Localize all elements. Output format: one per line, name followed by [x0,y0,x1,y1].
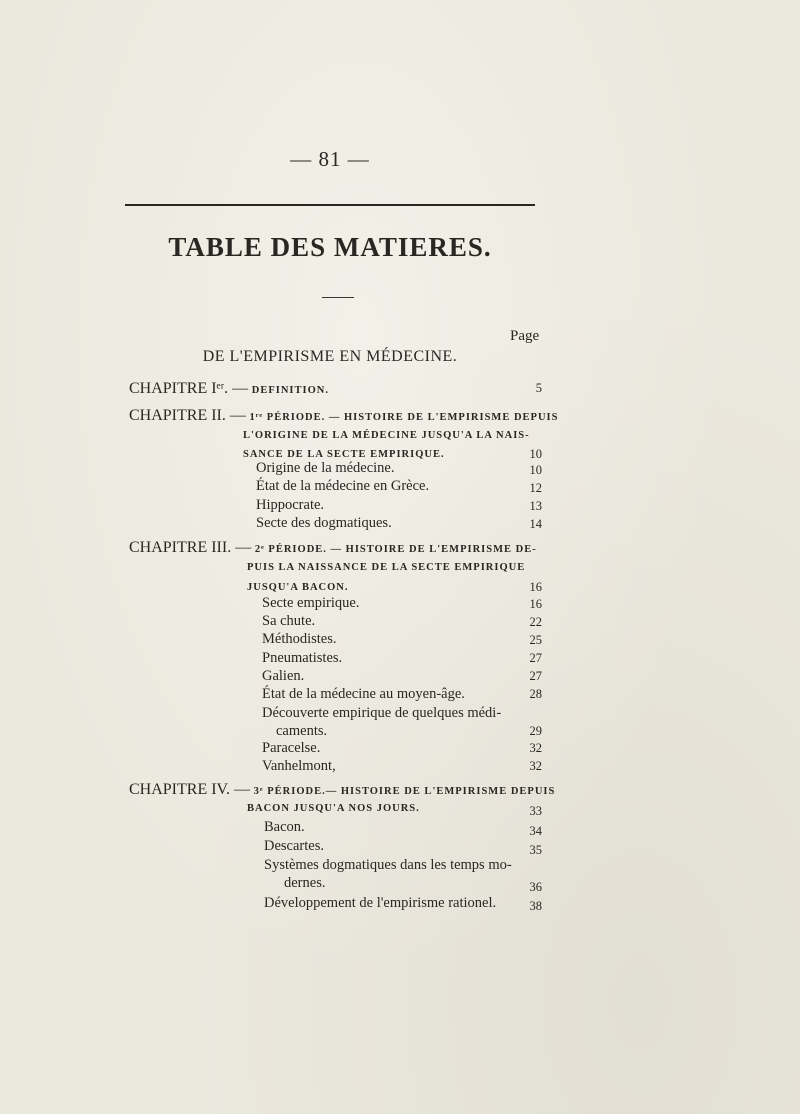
toc-item: Secte empirique. [262,595,360,611]
page-ref: 32 [529,759,542,773]
toc-item: Méthodistes. [262,631,337,647]
page-ref: 36 [529,880,542,894]
toc-item: État de la médecine en Grèce. [256,478,430,494]
page-ref: 14 [529,517,542,531]
chapter-title: DEFINITION. [251,385,329,396]
page-column-label: Page [510,328,540,344]
page-ref: 16 [529,580,542,594]
toc-item: État de la médecine au moyen-âge. [262,686,465,702]
chapter-title-line-1: 1ʳᵉ PÉRIODE. — HISTOIRE DE L'EMPIRISME DEPUIS [249,412,559,423]
chapter-title-line-3: SANCE DE LA SECTE EMPIRIQUE. [243,449,445,460]
chapter-heading: CHAPITRE II. — [129,407,246,424]
chapter-title-line-1: 3ᵉ PÉRIODE.— HISTOIRE DE L'EMPIRISME DEPUIS [253,786,556,797]
chapter-title-line-1: 2ᵉ PÉRIODE. — HISTOIRE DE L'EMPIRISME DE- [254,544,537,555]
section-title: DE L'EMPIRISME EN MÉDECINE. [202,348,458,365]
page-ref: 16 [529,597,542,611]
toc-chapter-3 [129,539,537,557]
toc-item: Développement de l'empirisme rationel. [264,895,497,911]
page-ref: 10 [529,463,542,477]
page-ref: 35 [529,843,542,857]
toc-item: Descartes. [264,838,324,854]
page-ref: 13 [529,499,542,513]
toc-item: Secte des dogmatiques. [256,515,392,531]
chapter-title-line-3: JUSQU'A BACON. [247,582,349,593]
chapter-heading: CHAPITRE IV. — [129,781,251,798]
toc-chapter-2 [129,407,558,425]
toc-chapter-1 [129,380,329,398]
chapter-title-line-2: L'ORIGINE DE LA MÉDECINE JUSQU'A LA NAIS- [243,430,530,441]
title-divider [322,297,354,298]
page-ref: 5 [535,381,542,395]
page-ref: 22 [529,615,542,629]
page-ref: 25 [529,633,542,647]
page-ref: 27 [529,669,542,683]
page-title: TABLE DES MATIERES. [168,232,492,262]
page-ref: 12 [529,481,542,495]
toc-item: caments. [276,723,328,739]
toc-item: dernes. [284,875,326,891]
chapter-heading: CHAPITRE Iᵉʳ. — [129,380,249,397]
page-ref: 10 [529,447,542,461]
page-ref: 27 [529,651,542,665]
toc-item: Bacon. [264,819,305,835]
toc-item: Origine de la médecine. [256,460,395,476]
toc-item: Sa chute. [262,613,316,629]
page-ref: 34 [529,824,542,838]
page-ref: 29 [529,724,542,738]
toc-item: Galien. [262,668,305,684]
chapter-title-line-2: PUIS LA NAISSANCE DE LA SECTE EMPIRIQUE [247,562,526,573]
toc-chapter-4 [129,781,555,799]
page-number: — 81 — [290,147,370,171]
toc-item: Systèmes dogmatiques dans les temps mo- [264,857,512,873]
page-ref: 28 [529,687,542,701]
toc-item: Vanhelmont, [262,758,336,774]
toc-item: Hippocrate. [256,497,325,513]
toc-item: Pneumatistes. [262,650,343,666]
page-ref: 32 [529,741,542,755]
top-rule [125,204,535,206]
chapter-title-line-2: BACON JUSQU'A NOS JOURS. [247,803,420,814]
chapter-heading: CHAPITRE III. — [129,539,252,556]
page-ref: 33 [529,804,542,818]
toc-item: Paracelse. [262,740,321,756]
toc-item: Découverte empirique de quelques médi- [262,705,502,721]
page-ref: 38 [529,899,542,913]
